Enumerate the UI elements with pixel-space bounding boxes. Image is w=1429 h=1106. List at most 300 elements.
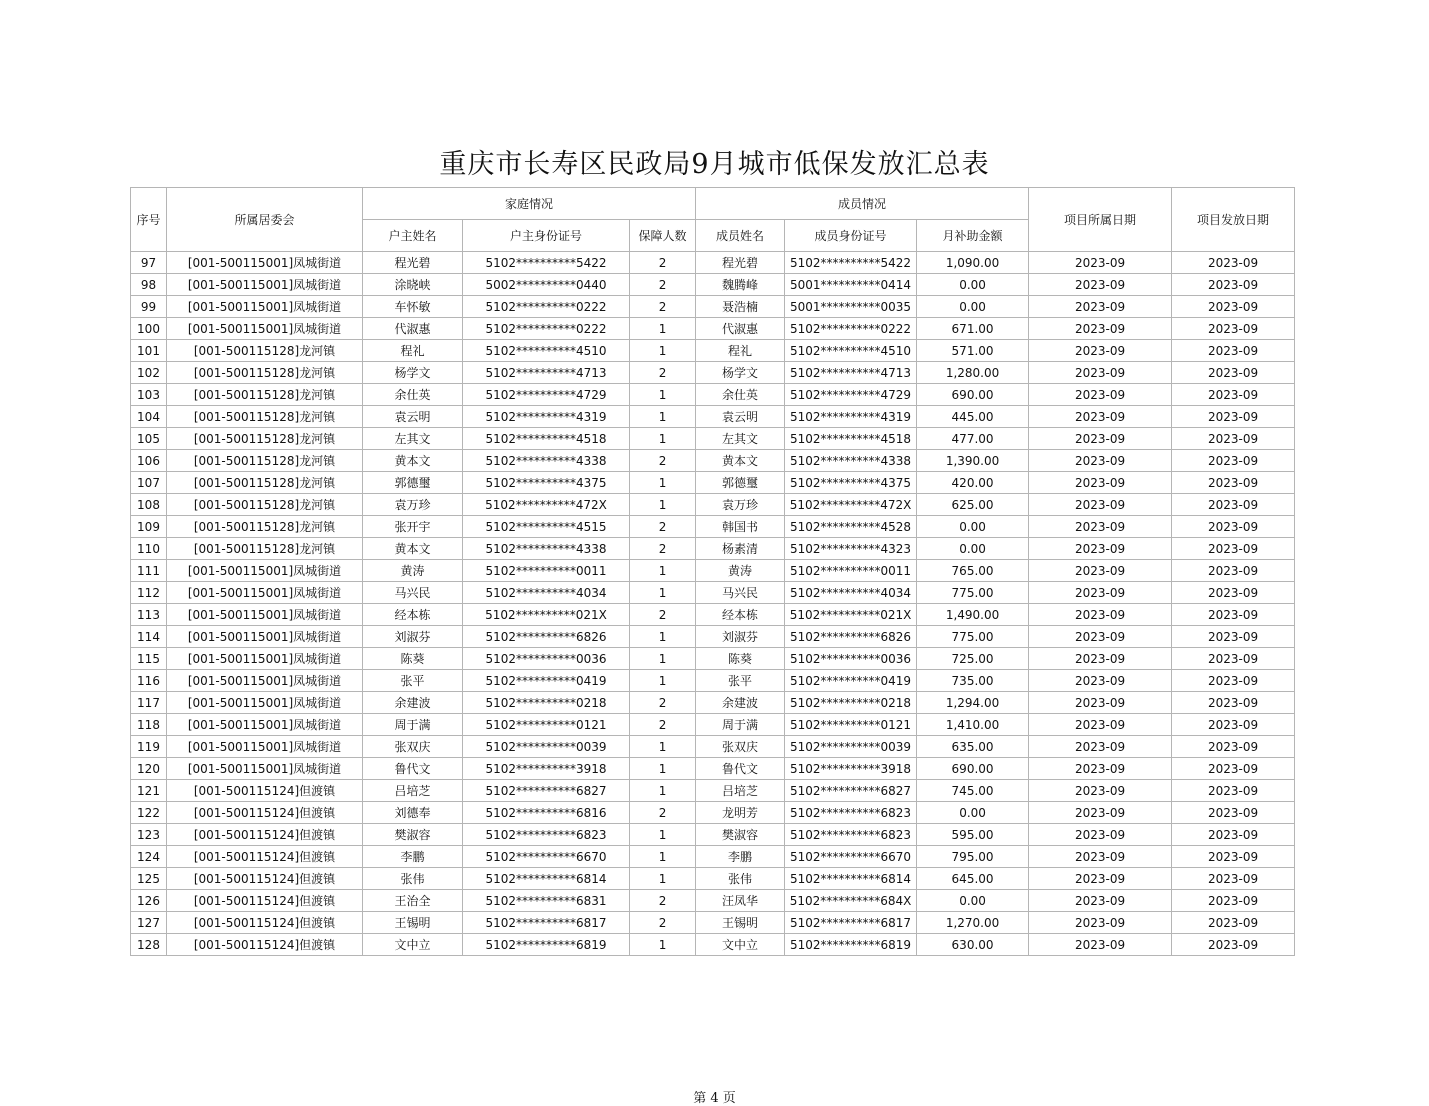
table-row <box>131 428 1295 450</box>
cell-head-name: 张开宇 <box>363 516 463 538</box>
table-row <box>131 406 1295 428</box>
table-row <box>131 340 1295 362</box>
cell-project-date: 2023-09 <box>1029 472 1172 494</box>
cell-issue-date: 2023-09 <box>1172 626 1295 648</box>
cell-insured-count: 2 <box>630 890 696 912</box>
cell-member-name: 樊淑容 <box>696 824 785 846</box>
table-row <box>131 604 1295 626</box>
cell-member-id: 5102**********021X <box>785 604 917 626</box>
cell-committee: [001-500115001]凤城街道 <box>167 318 363 340</box>
page-title: 重庆市长寿区民政局9月城市低保发放汇总表 <box>439 149 990 180</box>
cell-seq: 119 <box>131 736 167 758</box>
cell-monthly-amount: 690.00 <box>917 384 1029 406</box>
cell-seq: 123 <box>131 824 167 846</box>
cell-head-id: 5102**********472X <box>463 494 630 516</box>
cell-member-id: 5102**********6826 <box>785 626 917 648</box>
cell-monthly-amount: 0.00 <box>917 890 1029 912</box>
cell-head-name: 袁万珍 <box>363 494 463 516</box>
cell-head-id: 5102**********4713 <box>463 362 630 384</box>
cell-insured-count: 1 <box>630 934 696 956</box>
cell-issue-date: 2023-09 <box>1172 736 1295 758</box>
cell-monthly-amount: 0.00 <box>917 274 1029 296</box>
cell-head-id: 5102**********6831 <box>463 890 630 912</box>
cell-committee: [001-500115128]龙河镇 <box>167 340 363 362</box>
cell-monthly-amount: 690.00 <box>917 758 1029 780</box>
cell-head-id: 5102**********4510 <box>463 340 630 362</box>
cell-member-name: 经本栋 <box>696 604 785 626</box>
cell-member-id: 5102**********6819 <box>785 934 917 956</box>
cell-member-id: 5102**********0011 <box>785 560 917 582</box>
cell-seq: 115 <box>131 648 167 670</box>
cell-issue-date: 2023-09 <box>1172 604 1295 626</box>
cell-issue-date: 2023-09 <box>1172 582 1295 604</box>
cell-seq: 105 <box>131 428 167 450</box>
cell-head-name: 袁云明 <box>363 406 463 428</box>
cell-project-date: 2023-09 <box>1029 362 1172 384</box>
cell-seq: 112 <box>131 582 167 604</box>
cell-member-id: 5102**********0039 <box>785 736 917 758</box>
cell-head-name: 王锡明 <box>363 912 463 934</box>
cell-insured-count: 1 <box>630 340 696 362</box>
cell-insured-count: 1 <box>630 494 696 516</box>
cell-head-name: 王治全 <box>363 890 463 912</box>
cell-monthly-amount: 571.00 <box>917 340 1029 362</box>
table-row <box>131 802 1295 824</box>
table-row <box>131 824 1295 846</box>
cell-monthly-amount: 1,090.00 <box>917 252 1029 274</box>
table-row <box>131 252 1295 274</box>
cell-seq: 100 <box>131 318 167 340</box>
cell-monthly-amount: 645.00 <box>917 868 1029 890</box>
cell-insured-count: 1 <box>630 846 696 868</box>
cell-seq: 108 <box>131 494 167 516</box>
cell-member-id: 5102**********0121 <box>785 714 917 736</box>
cell-head-name: 程光碧 <box>363 252 463 274</box>
cell-head-id: 5102**********6816 <box>463 802 630 824</box>
cell-head-id: 5102**********0036 <box>463 648 630 670</box>
table-body <box>131 252 1295 956</box>
cell-project-date: 2023-09 <box>1029 274 1172 296</box>
cell-project-date: 2023-09 <box>1029 736 1172 758</box>
cell-seq: 110 <box>131 538 167 560</box>
table-row <box>131 648 1295 670</box>
cell-monthly-amount: 420.00 <box>917 472 1029 494</box>
cell-project-date: 2023-09 <box>1029 692 1172 714</box>
table-row <box>131 274 1295 296</box>
cell-head-name: 黄本文 <box>363 538 463 560</box>
cell-seq: 104 <box>131 406 167 428</box>
cell-monthly-amount: 725.00 <box>917 648 1029 670</box>
cell-committee: [001-500115124]但渡镇 <box>167 780 363 802</box>
cell-insured-count: 1 <box>630 472 696 494</box>
cell-monthly-amount: 595.00 <box>917 824 1029 846</box>
cell-head-name: 张双庆 <box>363 736 463 758</box>
cell-monthly-amount: 795.00 <box>917 846 1029 868</box>
cell-member-id: 5001**********0414 <box>785 274 917 296</box>
cell-seq: 127 <box>131 912 167 934</box>
table-row <box>131 472 1295 494</box>
cell-issue-date: 2023-09 <box>1172 890 1295 912</box>
cell-project-date: 2023-09 <box>1029 670 1172 692</box>
cell-head-name: 左其文 <box>363 428 463 450</box>
table-row <box>131 890 1295 912</box>
table-row <box>131 450 1295 472</box>
cell-monthly-amount: 1,390.00 <box>917 450 1029 472</box>
cell-member-id: 5102**********4729 <box>785 384 917 406</box>
cell-insured-count: 1 <box>630 648 696 670</box>
cell-member-name: 汪凤华 <box>696 890 785 912</box>
cell-member-name: 周于满 <box>696 714 785 736</box>
cell-head-name: 刘淑芬 <box>363 626 463 648</box>
cell-committee: [001-500115001]凤城街道 <box>167 604 363 626</box>
cell-issue-date: 2023-09 <box>1172 252 1295 274</box>
cell-issue-date: 2023-09 <box>1172 384 1295 406</box>
cell-project-date: 2023-09 <box>1029 296 1172 318</box>
cell-issue-date: 2023-09 <box>1172 560 1295 582</box>
cell-member-name: 郭德璽 <box>696 472 785 494</box>
cell-head-name: 杨学文 <box>363 362 463 384</box>
cell-committee: [001-500115124]但渡镇 <box>167 824 363 846</box>
table-row <box>131 934 1295 956</box>
cell-seq: 113 <box>131 604 167 626</box>
cell-committee: [001-500115001]凤城街道 <box>167 714 363 736</box>
cell-head-name: 马兴民 <box>363 582 463 604</box>
cell-head-id: 5102**********6817 <box>463 912 630 934</box>
cell-project-date: 2023-09 <box>1029 604 1172 626</box>
cell-committee: [001-500115128]龙河镇 <box>167 472 363 494</box>
table-row <box>131 538 1295 560</box>
cell-project-date: 2023-09 <box>1029 450 1172 472</box>
cell-insured-count: 1 <box>630 670 696 692</box>
cell-issue-date: 2023-09 <box>1172 758 1295 780</box>
cell-seq: 128 <box>131 934 167 956</box>
cell-insured-count: 2 <box>630 450 696 472</box>
header-issue-date: 项目发放日期 <box>1172 188 1295 252</box>
cell-project-date: 2023-09 <box>1029 340 1172 362</box>
cell-member-id: 5102**********4528 <box>785 516 917 538</box>
table-row <box>131 582 1295 604</box>
cell-member-name: 陈葵 <box>696 648 785 670</box>
cell-insured-count: 1 <box>630 406 696 428</box>
cell-member-id: 5102**********3918 <box>785 758 917 780</box>
cell-committee: [001-500115001]凤城街道 <box>167 648 363 670</box>
cell-insured-count: 1 <box>630 736 696 758</box>
cell-seq: 124 <box>131 846 167 868</box>
table-row <box>131 736 1295 758</box>
cell-issue-date: 2023-09 <box>1172 538 1295 560</box>
cell-head-name: 张平 <box>363 670 463 692</box>
cell-head-name: 文中立 <box>363 934 463 956</box>
cell-issue-date: 2023-09 <box>1172 494 1295 516</box>
cell-issue-date: 2023-09 <box>1172 670 1295 692</box>
cell-head-id: 5102**********0218 <box>463 692 630 714</box>
cell-insured-count: 2 <box>630 252 696 274</box>
cell-issue-date: 2023-09 <box>1172 472 1295 494</box>
cell-seq: 125 <box>131 868 167 890</box>
table-header <box>131 188 1295 252</box>
cell-insured-count: 1 <box>630 626 696 648</box>
cell-committee: [001-500115124]但渡镇 <box>167 846 363 868</box>
cell-member-name: 袁云明 <box>696 406 785 428</box>
cell-project-date: 2023-09 <box>1029 582 1172 604</box>
cell-project-date: 2023-09 <box>1029 868 1172 890</box>
cell-head-name: 李鹏 <box>363 846 463 868</box>
cell-member-name: 程礼 <box>696 340 785 362</box>
cell-insured-count: 1 <box>630 582 696 604</box>
cell-member-id: 5102**********4034 <box>785 582 917 604</box>
cell-issue-date: 2023-09 <box>1172 934 1295 956</box>
cell-committee: [001-500115124]但渡镇 <box>167 802 363 824</box>
cell-member-name: 吕培芝 <box>696 780 785 802</box>
cell-member-id: 5001**********0035 <box>785 296 917 318</box>
cell-committee: [001-500115001]凤城街道 <box>167 274 363 296</box>
cell-member-id: 5102**********0222 <box>785 318 917 340</box>
cell-insured-count: 1 <box>630 428 696 450</box>
table-row <box>131 516 1295 538</box>
cell-insured-count: 2 <box>630 296 696 318</box>
table-row <box>131 758 1295 780</box>
header-member-group: 成员情况 <box>696 188 1029 220</box>
header-seq: 序号 <box>131 188 167 252</box>
table-row <box>131 846 1295 868</box>
cell-monthly-amount: 625.00 <box>917 494 1029 516</box>
cell-head-id: 5102**********4729 <box>463 384 630 406</box>
cell-insured-count: 2 <box>630 274 696 296</box>
cell-member-id: 5102**********6670 <box>785 846 917 868</box>
cell-monthly-amount: 445.00 <box>917 406 1029 428</box>
cell-insured-count: 2 <box>630 802 696 824</box>
cell-insured-count: 1 <box>630 780 696 802</box>
cell-head-id: 5102**********021X <box>463 604 630 626</box>
cell-member-name: 袁万珍 <box>696 494 785 516</box>
cell-monthly-amount: 1,270.00 <box>917 912 1029 934</box>
cell-member-name: 杨素清 <box>696 538 785 560</box>
cell-issue-date: 2023-09 <box>1172 802 1295 824</box>
cell-issue-date: 2023-09 <box>1172 868 1295 890</box>
table-row <box>131 384 1295 406</box>
cell-head-id: 5102**********4518 <box>463 428 630 450</box>
cell-head-id: 5102**********4338 <box>463 538 630 560</box>
cell-member-id: 5102**********4510 <box>785 340 917 362</box>
cell-monthly-amount: 0.00 <box>917 516 1029 538</box>
cell-member-id: 5102**********0036 <box>785 648 917 670</box>
cell-committee: [001-500115124]但渡镇 <box>167 912 363 934</box>
cell-issue-date: 2023-09 <box>1172 274 1295 296</box>
cell-member-name: 张平 <box>696 670 785 692</box>
cell-member-name: 张伟 <box>696 868 785 890</box>
header-project-date: 项目所属日期 <box>1029 188 1172 252</box>
cell-committee: [001-500115128]龙河镇 <box>167 406 363 428</box>
cell-issue-date: 2023-09 <box>1172 648 1295 670</box>
header-monthly-amount: 月补助金额 <box>917 220 1029 252</box>
cell-member-id: 5102**********6823 <box>785 824 917 846</box>
cell-monthly-amount: 630.00 <box>917 934 1029 956</box>
cell-member-name: 聂浩楠 <box>696 296 785 318</box>
cell-member-id: 5102**********6827 <box>785 780 917 802</box>
cell-committee: [001-500115128]龙河镇 <box>167 516 363 538</box>
table-row <box>131 912 1295 934</box>
table-row <box>131 780 1295 802</box>
cell-monthly-amount: 1,294.00 <box>917 692 1029 714</box>
cell-member-name: 马兴民 <box>696 582 785 604</box>
cell-head-id: 5102**********4375 <box>463 472 630 494</box>
cell-head-id: 5102**********6827 <box>463 780 630 802</box>
cell-head-id: 5102**********0121 <box>463 714 630 736</box>
cell-seq: 98 <box>131 274 167 296</box>
cell-member-name: 杨学文 <box>696 362 785 384</box>
cell-insured-count: 1 <box>630 318 696 340</box>
cell-committee: [001-500115001]凤城街道 <box>167 626 363 648</box>
cell-member-name: 余建波 <box>696 692 785 714</box>
cell-member-id: 5102**********684X <box>785 890 917 912</box>
cell-head-name: 张伟 <box>363 868 463 890</box>
cell-issue-date: 2023-09 <box>1172 714 1295 736</box>
cell-member-name: 程光碧 <box>696 252 785 274</box>
cell-project-date: 2023-09 <box>1029 318 1172 340</box>
cell-monthly-amount: 635.00 <box>917 736 1029 758</box>
cell-head-name: 刘德奉 <box>363 802 463 824</box>
cell-member-name: 文中立 <box>696 934 785 956</box>
header-member-name: 成员姓名 <box>696 220 785 252</box>
cell-head-id: 5102**********6814 <box>463 868 630 890</box>
cell-seq: 99 <box>131 296 167 318</box>
cell-monthly-amount: 1,410.00 <box>917 714 1029 736</box>
cell-monthly-amount: 745.00 <box>917 780 1029 802</box>
cell-committee: [001-500115124]但渡镇 <box>167 934 363 956</box>
cell-project-date: 2023-09 <box>1029 912 1172 934</box>
cell-committee: [001-500115001]凤城街道 <box>167 582 363 604</box>
table-row <box>131 318 1295 340</box>
cell-monthly-amount: 765.00 <box>917 560 1029 582</box>
cell-member-id: 5102**********0218 <box>785 692 917 714</box>
cell-member-id: 5102**********5422 <box>785 252 917 274</box>
cell-member-name: 刘淑芬 <box>696 626 785 648</box>
cell-issue-date: 2023-09 <box>1172 296 1295 318</box>
cell-committee: [001-500115001]凤城街道 <box>167 252 363 274</box>
cell-project-date: 2023-09 <box>1029 780 1172 802</box>
cell-seq: 107 <box>131 472 167 494</box>
cell-head-name: 代淑惠 <box>363 318 463 340</box>
table-row <box>131 670 1295 692</box>
header-member-id: 成员身份证号 <box>785 220 917 252</box>
cell-head-id: 5102**********0222 <box>463 296 630 318</box>
cell-head-id: 5102**********3918 <box>463 758 630 780</box>
cell-issue-date: 2023-09 <box>1172 912 1295 934</box>
table-row <box>131 362 1295 384</box>
cell-member-name: 魏腾峰 <box>696 274 785 296</box>
cell-head-name: 涂晓峡 <box>363 274 463 296</box>
cell-insured-count: 1 <box>630 824 696 846</box>
cell-head-id: 5102**********6670 <box>463 846 630 868</box>
cell-member-name: 龙明芳 <box>696 802 785 824</box>
cell-head-id: 5102**********6823 <box>463 824 630 846</box>
header-committee: 所属居委会 <box>167 188 363 252</box>
cell-head-name: 程礼 <box>363 340 463 362</box>
cell-member-name: 韩国书 <box>696 516 785 538</box>
cell-project-date: 2023-09 <box>1029 626 1172 648</box>
cell-member-id: 5102**********4338 <box>785 450 917 472</box>
cell-issue-date: 2023-09 <box>1172 340 1295 362</box>
cell-monthly-amount: 1,280.00 <box>917 362 1029 384</box>
cell-committee: [001-500115001]凤城街道 <box>167 560 363 582</box>
cell-head-id: 5102**********6819 <box>463 934 630 956</box>
cell-head-id: 5102**********4338 <box>463 450 630 472</box>
cell-member-name: 黄本文 <box>696 450 785 472</box>
cell-project-date: 2023-09 <box>1029 428 1172 450</box>
cell-insured-count: 1 <box>630 868 696 890</box>
cell-monthly-amount: 775.00 <box>917 626 1029 648</box>
cell-issue-date: 2023-09 <box>1172 824 1295 846</box>
cell-monthly-amount: 735.00 <box>917 670 1029 692</box>
cell-head-id: 5102**********4034 <box>463 582 630 604</box>
cell-issue-date: 2023-09 <box>1172 406 1295 428</box>
cell-head-id: 5102**********0011 <box>463 560 630 582</box>
cell-seq: 102 <box>131 362 167 384</box>
cell-issue-date: 2023-09 <box>1172 780 1295 802</box>
cell-monthly-amount: 0.00 <box>917 296 1029 318</box>
cell-seq: 109 <box>131 516 167 538</box>
cell-committee: [001-500115001]凤城街道 <box>167 692 363 714</box>
cell-member-id: 5102**********4518 <box>785 428 917 450</box>
cell-head-name: 余仕英 <box>363 384 463 406</box>
cell-seq: 103 <box>131 384 167 406</box>
cell-member-name: 张双庆 <box>696 736 785 758</box>
cell-issue-date: 2023-09 <box>1172 516 1295 538</box>
cell-member-name: 左其文 <box>696 428 785 450</box>
cell-committee: [001-500115001]凤城街道 <box>167 736 363 758</box>
cell-member-name: 余仕英 <box>696 384 785 406</box>
cell-project-date: 2023-09 <box>1029 934 1172 956</box>
cell-head-name: 樊淑容 <box>363 824 463 846</box>
table-row <box>131 560 1295 582</box>
cell-project-date: 2023-09 <box>1029 758 1172 780</box>
cell-head-name: 鲁代文 <box>363 758 463 780</box>
cell-head-name: 吕培芝 <box>363 780 463 802</box>
cell-issue-date: 2023-09 <box>1172 450 1295 472</box>
cell-committee: [001-500115124]但渡镇 <box>167 890 363 912</box>
cell-head-name: 周于满 <box>363 714 463 736</box>
table-row <box>131 868 1295 890</box>
table-row <box>131 692 1295 714</box>
cell-seq: 120 <box>131 758 167 780</box>
cell-committee: [001-500115128]龙河镇 <box>167 538 363 560</box>
cell-project-date: 2023-09 <box>1029 538 1172 560</box>
cell-project-date: 2023-09 <box>1029 846 1172 868</box>
cell-insured-count: 2 <box>630 362 696 384</box>
cell-head-id: 5102**********0222 <box>463 318 630 340</box>
cell-insured-count: 2 <box>630 912 696 934</box>
cell-project-date: 2023-09 <box>1029 560 1172 582</box>
cell-committee: [001-500115124]但渡镇 <box>167 868 363 890</box>
cell-head-name: 车怀敏 <box>363 296 463 318</box>
cell-project-date: 2023-09 <box>1029 516 1172 538</box>
cell-committee: [001-500115001]凤城街道 <box>167 758 363 780</box>
cell-head-id: 5102**********6826 <box>463 626 630 648</box>
cell-monthly-amount: 0.00 <box>917 802 1029 824</box>
cell-head-name: 黄涛 <box>363 560 463 582</box>
cell-member-id: 5102**********6817 <box>785 912 917 934</box>
cell-seq: 111 <box>131 560 167 582</box>
cell-project-date: 2023-09 <box>1029 252 1172 274</box>
cell-head-name: 经本栋 <box>363 604 463 626</box>
cell-seq: 118 <box>131 714 167 736</box>
cell-head-id: 5102**********4515 <box>463 516 630 538</box>
cell-seq: 114 <box>131 626 167 648</box>
cell-insured-count: 2 <box>630 604 696 626</box>
cell-insured-count: 2 <box>630 516 696 538</box>
header-head-name: 户主姓名 <box>363 220 463 252</box>
cell-monthly-amount: 0.00 <box>917 538 1029 560</box>
